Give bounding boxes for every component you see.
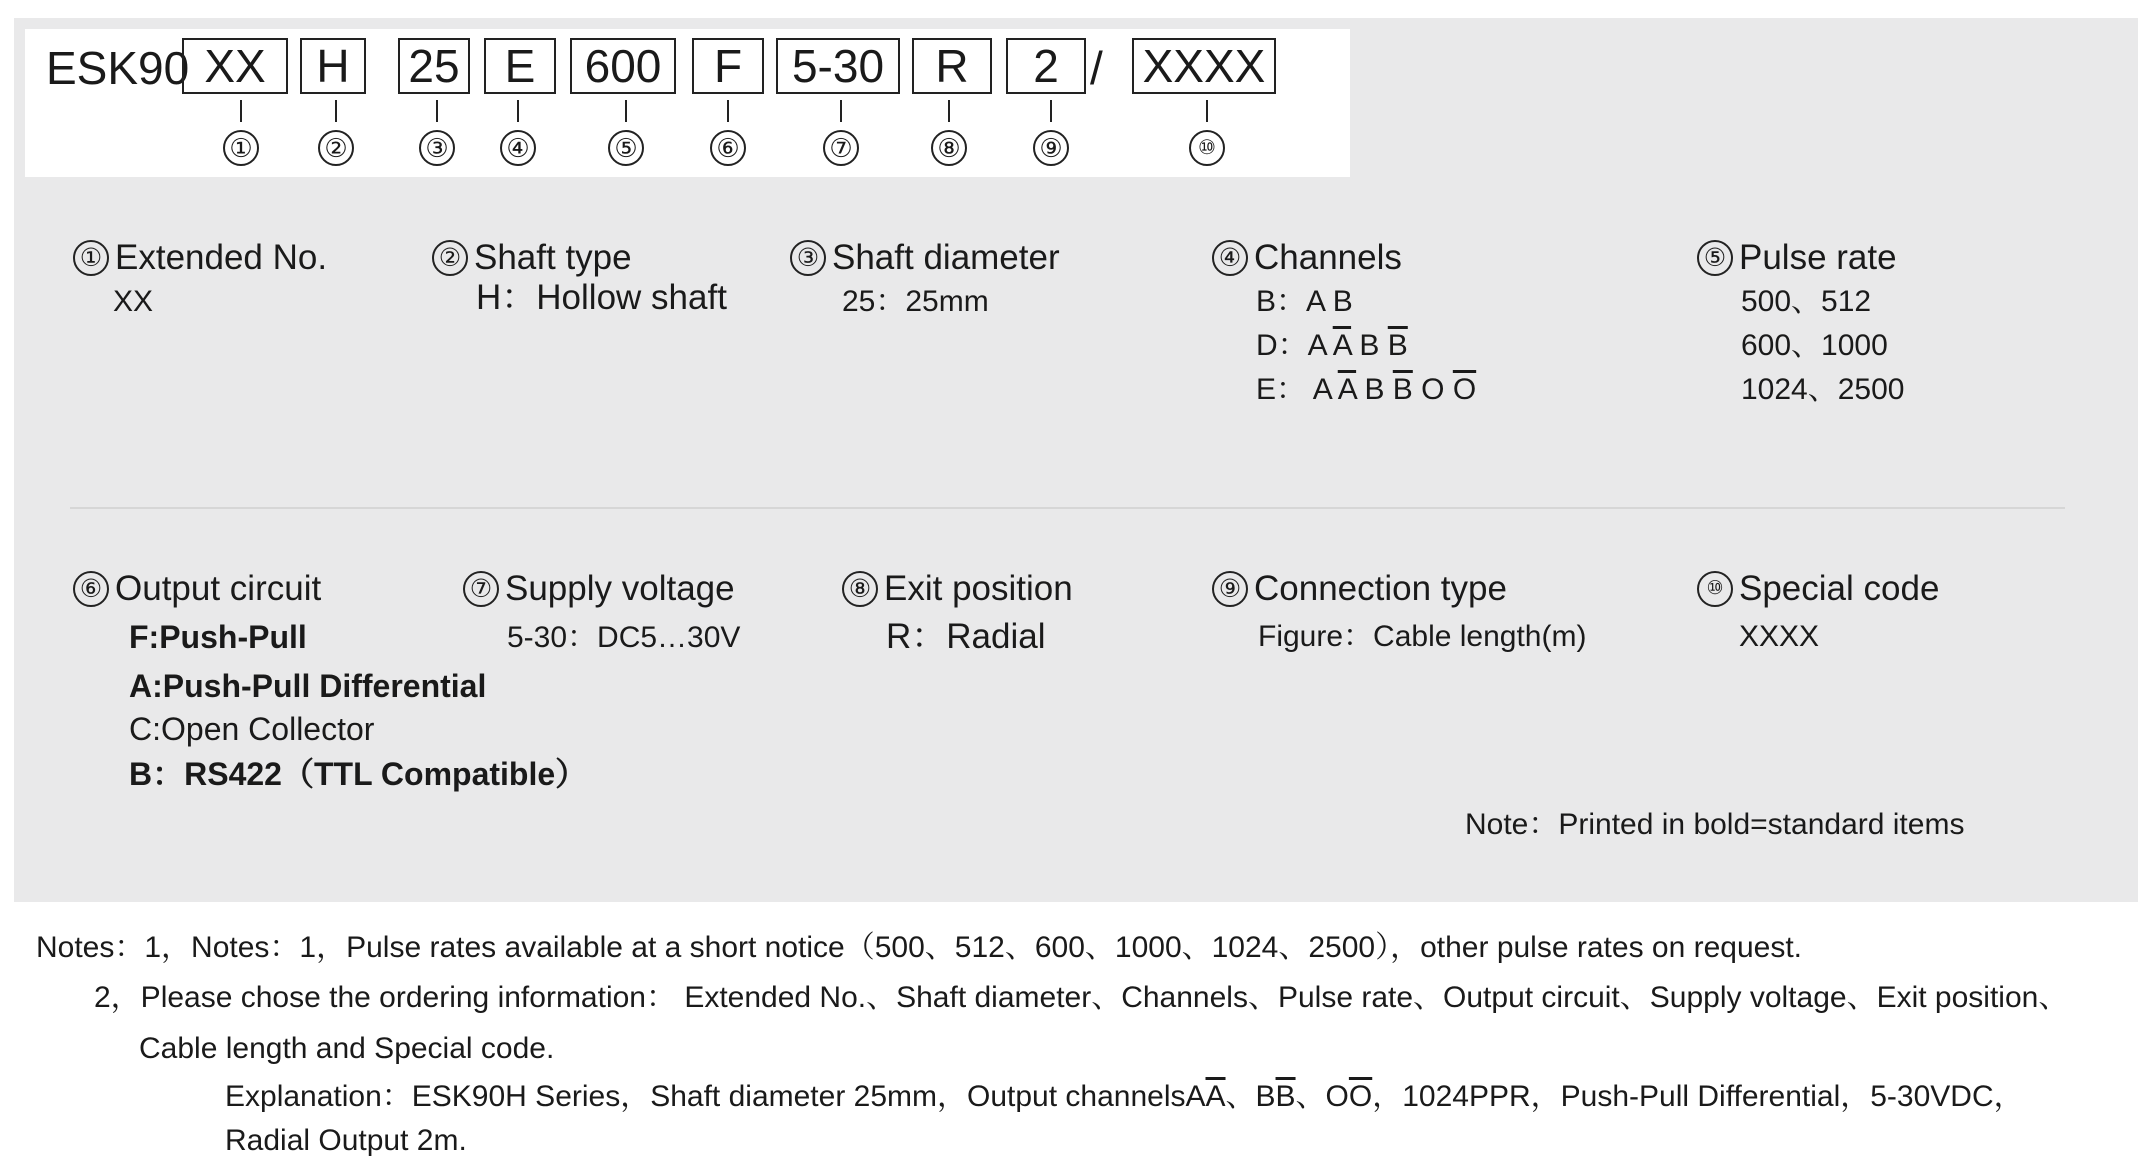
item-number: ④ [1212,240,1248,276]
channel-e [1212,368,1476,412]
item-shaft-type [432,236,727,316]
channel-signal: B [1351,329,1388,362]
item-value: XX [113,285,154,318]
output-option-label: B： [129,756,185,792]
explanation-text: 、O [1295,1080,1349,1113]
item-value: XXXX [1739,620,1820,653]
item-title: Special code [1739,569,1940,608]
output-option-c: C:Open Collector [129,711,375,747]
item-special-code [1697,567,1939,663]
channel-b [1212,280,1476,324]
item-header [73,236,327,280]
item-title: Supply voltage [505,569,735,608]
code-tick [840,100,842,122]
item-number: ⑤ [1697,240,1733,276]
code-number-1: ① [223,130,259,166]
item-header [432,236,727,280]
standard-items-note: Note：Printed in bold=standard items [1465,808,1965,841]
item-header [463,567,740,611]
explanation-text: 、B [1225,1080,1276,1113]
item-header [790,236,1060,280]
code-tick [625,100,627,122]
item-value: Figure：Cable length(m) [1258,620,1587,653]
notes-line-2: 2，Please chose the ordering information： Extended No.、Shaft diameter、Channels、Pulse rate、Output circuit、Supply voltage、Exit position、 [94,981,2069,1014]
channel-signal-inverted: $\overline{O}$ [1452,373,1477,406]
explanation-text: Explanation：ESK90H Series，Shaft diameter 25mm，Output channelsA [225,1080,1206,1113]
code-segment-10: XXXX [1132,38,1276,94]
item-title: Shaft type [474,238,632,277]
code-segment-1: XX [182,38,288,94]
item-number: ⑦ [463,571,499,607]
item-shaft-diameter [790,236,1060,324]
channel-signal-inverted: $\overline{B}$ [1392,373,1413,406]
item-value: 5-30：DC5…30V [507,621,741,654]
channel-label: B： [1256,285,1307,318]
code-tick [1050,100,1052,122]
code-segment-5: 600 [570,38,676,94]
item-number: ⑩ [1697,571,1733,607]
code-segment-9: 2 [1006,38,1086,94]
item-value: 600、1000 [1741,329,1888,362]
code-number-8: ⑧ [931,130,967,166]
code-number-5: ⑤ [608,130,644,166]
item-number: ① [73,240,109,276]
section-divider [70,507,2065,509]
code-tick [240,100,242,122]
code-number-7: ⑦ [823,130,859,166]
output-option-text: RS422（TTL Compatible） [184,756,588,792]
code-segment-7: 5-30 [776,38,900,94]
code-segment-2: H [300,38,366,94]
explanation-inverted-signal: $\overline{A}$ [1205,1080,1226,1113]
channel-signal: A [1312,373,1338,406]
item-supply-voltage [463,567,740,665]
code-number-3: ③ [419,130,455,166]
channel-signal-inverted: $\overline{A}$ [1332,329,1352,362]
item-extended-no [73,236,327,324]
notes-explanation [225,1077,2024,1117]
item-title: Extended No. [115,238,328,277]
output-option-a: A:Push-Pull Differential [129,668,487,704]
item-value: 1024、2500 [1741,373,1905,406]
item-number: ③ [790,240,826,276]
code-segment-6: F [692,38,764,94]
item-connection-type [1212,567,1586,663]
item-header [1212,567,1586,611]
code-segment-8: R [912,38,992,94]
code-number-9: ⑨ [1033,130,1069,166]
item-pulse-rate [1697,236,1904,412]
explanation-inverted-signal: $\overline{O}$ [1348,1080,1373,1113]
code-number-6: ⑥ [710,130,746,166]
channel-signal: O [1412,373,1453,406]
channel-signal: A [1307,329,1333,362]
item-title: Exit position [884,569,1073,608]
output-option-b [73,749,587,799]
code-slash: / [1090,42,1103,94]
item-value: 25：25mm [842,285,989,318]
item-value: R：Radial [886,617,1046,656]
code-tick [948,100,950,122]
channel-signal-inverted: $\overline{B}$ [1387,329,1408,362]
code-tick [727,100,729,122]
code-number-2: ② [318,130,354,166]
code-tick [335,100,337,122]
item-header [1212,236,1476,280]
item-header [1697,567,1939,611]
explanation-inverted-signal: $\overline{B}$ [1275,1080,1296,1113]
item-number: ⑧ [842,571,878,607]
channel-label: D： [1256,329,1308,362]
item-title: Shaft diameter [832,238,1060,277]
item-exit-position [842,567,1073,663]
item-channels [1212,236,1476,412]
item-title: Connection type [1254,569,1507,608]
item-header [1697,236,1904,280]
notes-line-1: Notes：1，Notes：1，Pulse rates available at a short notice（500、512、600、1000、1024、2500），other pulse rates on request. [36,931,1803,964]
item-number: ② [432,240,468,276]
item-value: 500、512 [1741,285,1872,318]
channel-value: A B [1306,285,1353,318]
item-header [842,567,1073,611]
item-title: Pulse rate [1739,238,1897,277]
item-number: ⑨ [1212,571,1248,607]
output-option-f: F:Push-Pull [129,619,307,655]
code-number-10: ⑩ [1189,130,1225,166]
channel-signal: B [1356,373,1393,406]
explanation-text: ，1024PPR，Push-Pull Differential，5-30VDC， [1372,1080,2024,1113]
code-tick [436,100,438,122]
code-tick [517,100,519,122]
item-title: Channels [1254,238,1402,277]
item-value: H：Hollow shaft [476,278,727,317]
channel-signal-inverted: $\overline{A}$ [1337,373,1357,406]
code-number-4: ④ [500,130,536,166]
item-number: ⑥ [73,571,109,607]
notes-line-3: Cable length and Special code. [139,1032,555,1065]
code-segment-3: 25 [398,38,470,94]
code-segment-4: E [484,38,556,94]
channel-label: E： [1256,373,1313,406]
item-title: Output circuit [115,569,322,608]
notes-line-5: Radial Output 2m. [225,1124,467,1157]
code-tick [1206,100,1208,122]
channel-d [1212,324,1476,368]
model-prefix: ESK90 [46,42,190,94]
